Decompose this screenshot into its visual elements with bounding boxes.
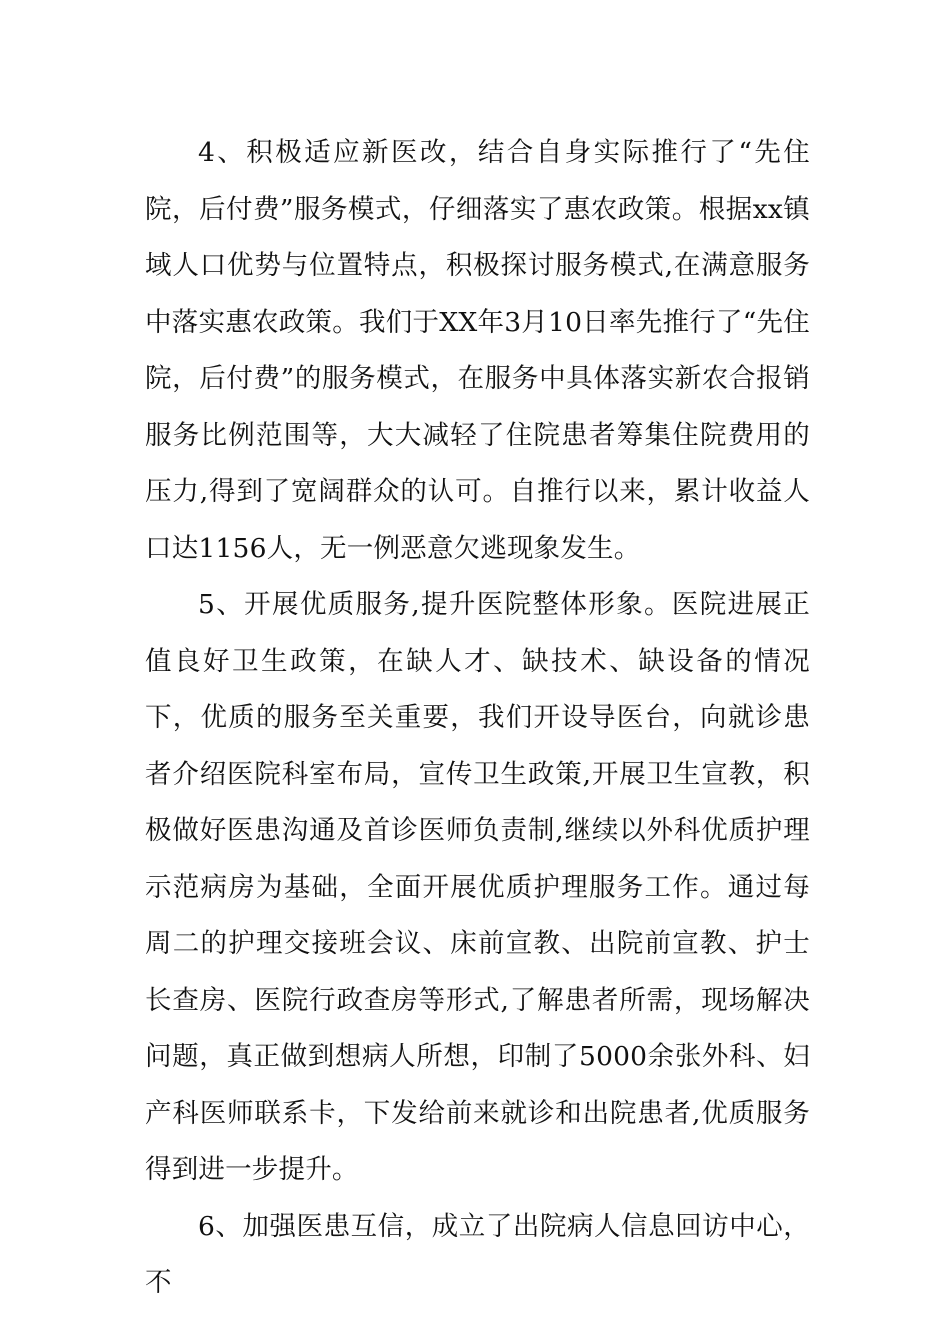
paragraph-6: 6、加强医患互信，成立了出院病人信息回访中心，不 xyxy=(145,1210,810,1298)
paragraph-4: 4、积极适应新医改，结合自身实际推行了“先住院，后付费”服务模式，仔细落实了惠农政策。根据xx镇域人口优势与位置特点，积极探讨服务模式,在满意服务中落实惠农政策。我们于XX年3月10日率先推行了“先住院，后付费”的服务模式，在服务中具体落实新农合报销服务比例范围等，大大减轻了住院患者筹集住院费用的压力,得到了宽阔群众的认可。自推行以来，累计收益人口达1156人，无一例恶意欠逃现象发生。 xyxy=(145,137,810,564)
paragraph-5: 5、开展优质服务,提升医院整体形象。医院进展正值良好卫生政策，在缺人才、缺技术、缺设备的情况下，优质的服务至关重要，我们开设导医台，向就诊患者介绍医院科室布局，宣传卫生政策,开展卫生宣教，积极做好医患沟通及首诊医师负责制,继续以外科优质护理示范病房为基础，全面开展优质护理服务工作。通过每周二的护理交接班会议、床前宣教、出院前宣教、护士长查房、医院行政查房等形式,了解患者所需，现场解决问题，真正做到想病人所想，印制了5000余张外科、妇产科医师联系卡，下发给前来就诊和出院患者,优质服务得到进一步提升。 xyxy=(145,589,810,1185)
document-body xyxy=(145,125,810,1312)
